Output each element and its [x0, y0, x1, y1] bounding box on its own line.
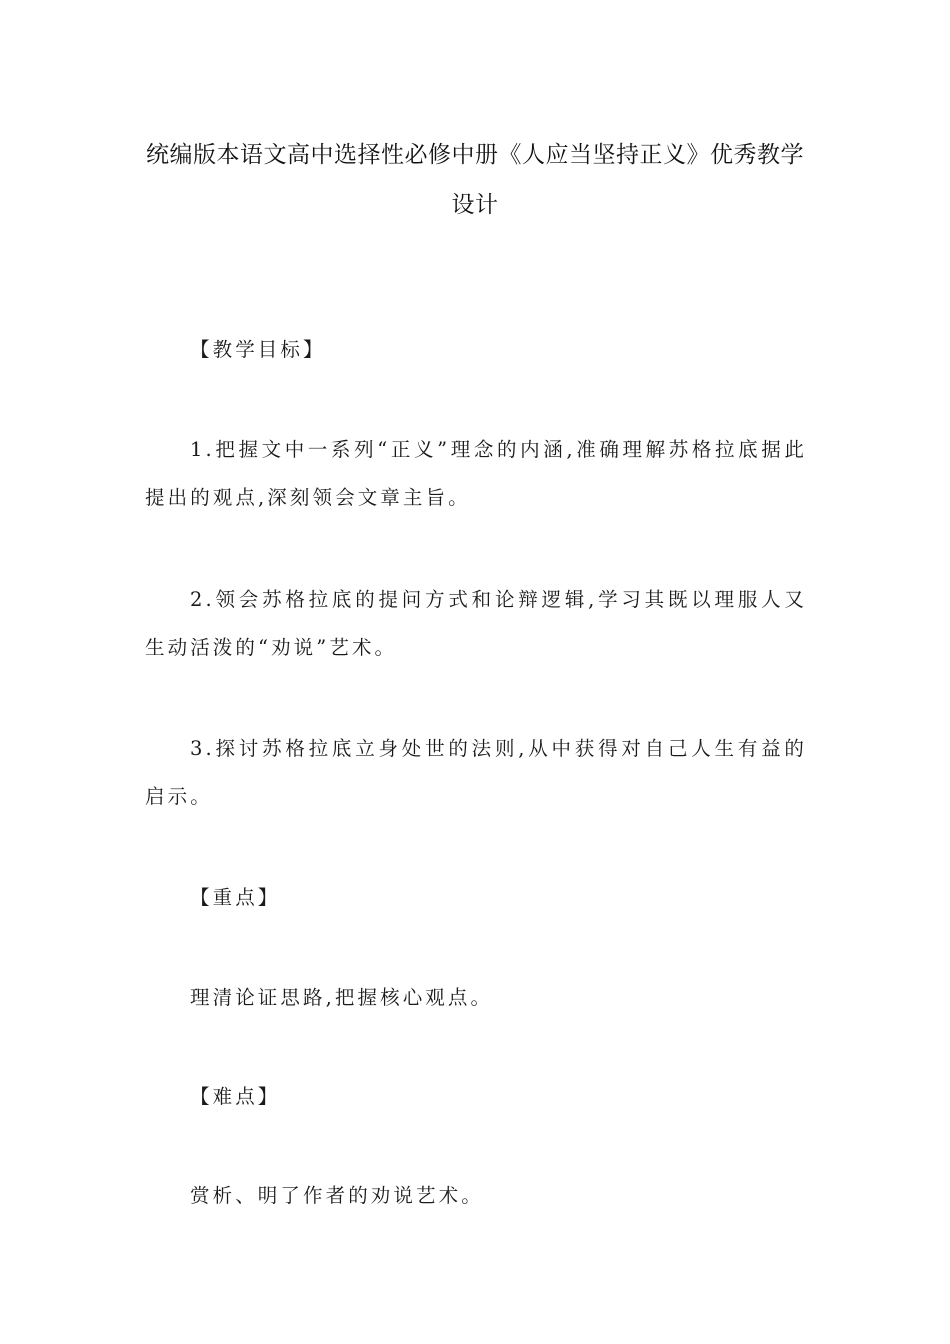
key-point-text: 理清论证思路,把握核心观点。 [190, 986, 494, 1009]
teaching-goal-2: 2.领会苏格拉底的提问方式和论辩逻辑,学习其既以理服人又生动活泼的“劝说”艺术。 [145, 588, 807, 659]
teaching-goal-3: 3.探讨苏格拉底立身处世的法则,从中获得对自己人生有益的启示。 [145, 737, 807, 808]
difficulty-heading: 【难点】 [190, 1085, 281, 1108]
teaching-goals-heading: 【教学目标】 [190, 338, 326, 361]
difficulty-text: 赏析、明了作者的劝说艺术。 [190, 1184, 484, 1207]
key-point-heading: 【重点】 [190, 886, 281, 909]
teaching-goal-1: 1.把握文中一系列“正义”理念的内涵,准确理解苏格拉底据此提出的观点,深刻领会文章主旨。 [145, 438, 807, 509]
document-title: 统编版本语文高中选择性必修中册《人应当坚持正义》优秀教学设计 [146, 142, 804, 218]
